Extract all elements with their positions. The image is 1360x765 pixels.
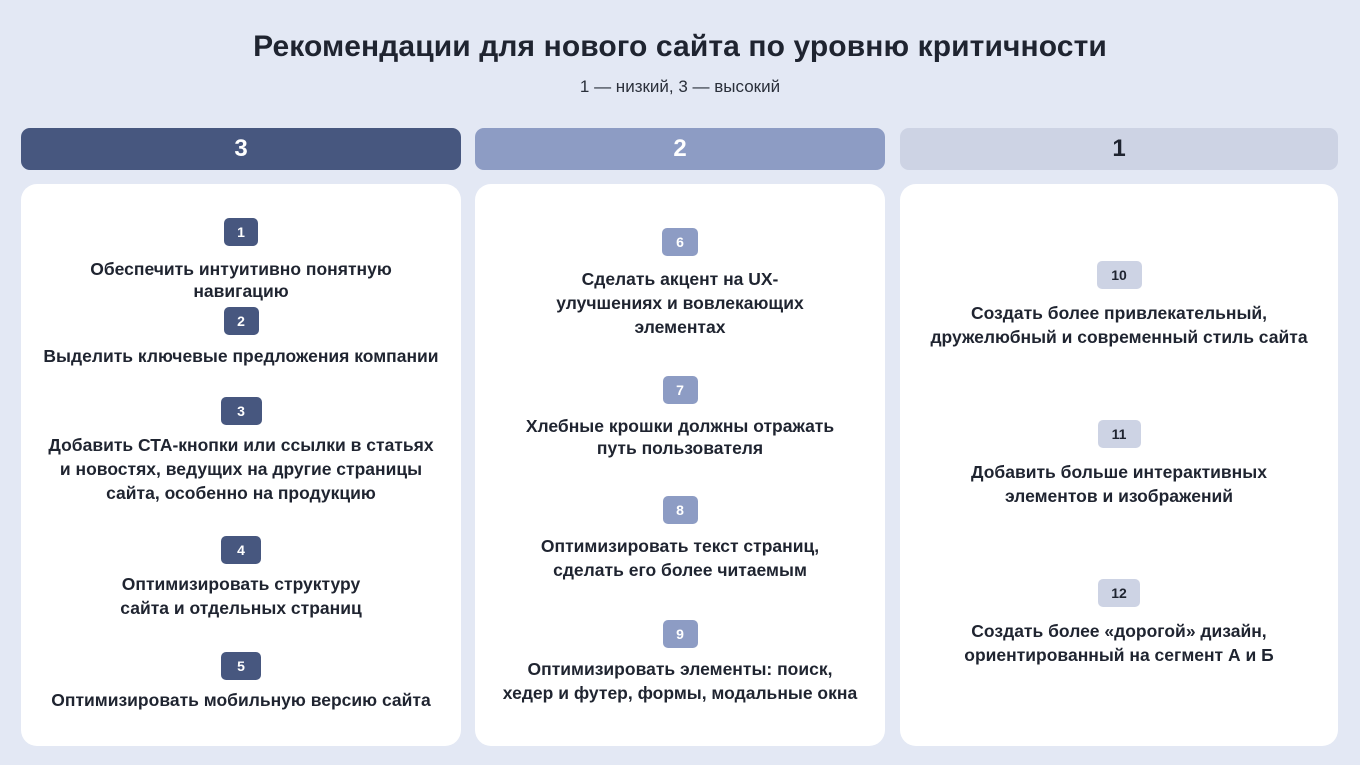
number-badge: 7 bbox=[663, 376, 698, 404]
recommendation-text: Добавить СТА-кнопки или ссылки в статьях и новостях, ведущих на другие страницы сайта, особенно на продукцию bbox=[48, 435, 434, 503]
page-subtitle: 1 — низкий, 3 — высокий bbox=[579, 77, 781, 96]
level-header-1 bbox=[900, 128, 1338, 170]
recommendation-item bbox=[475, 620, 885, 705]
level-header-label: 3 bbox=[234, 135, 248, 162]
number-badge: 10 bbox=[1097, 261, 1142, 289]
recommendation-text: Хлебные крошки должны отражать путь пользователя bbox=[525, 416, 835, 458]
recommendation-text: Обеспечить интуитивно понятную навигацию bbox=[90, 259, 392, 301]
recommendation-text: Оптимизировать мобильную версию сайта bbox=[51, 690, 431, 710]
number-badge: 12 bbox=[1098, 579, 1140, 607]
recommendation-item bbox=[475, 496, 885, 582]
level-header-2 bbox=[475, 128, 885, 170]
recommendations-card-level-1 bbox=[900, 184, 1338, 746]
page-title: Рекомендации для нового сайта по уровню критичности bbox=[253, 30, 1107, 63]
number-badge: 4 bbox=[221, 536, 261, 564]
number-badge: 9 bbox=[663, 620, 698, 648]
number-badge: 6 bbox=[662, 228, 698, 256]
recommendation-item bbox=[900, 420, 1338, 508]
recommendation-text: Создать более «дорогой» дизайн, ориентированный на сегмент А и Б bbox=[964, 621, 1274, 665]
number-badge: 2 bbox=[224, 307, 259, 335]
recommendation-item bbox=[475, 228, 885, 339]
recommendation-item bbox=[900, 579, 1338, 667]
level-header-label: 1 bbox=[1112, 135, 1126, 162]
number-badge: 1 bbox=[224, 218, 258, 246]
number-badge: 5 bbox=[221, 652, 261, 680]
recommendation-item bbox=[21, 397, 461, 505]
recommendation-item bbox=[21, 652, 461, 712]
recommendations-card-level-2 bbox=[475, 184, 885, 746]
recommendation-text: Выделить ключевые предложения компании bbox=[43, 346, 439, 366]
level-header-3 bbox=[21, 128, 461, 170]
recommendation-item bbox=[900, 261, 1338, 349]
recommendation-item bbox=[21, 536, 461, 620]
recommendation-item bbox=[21, 218, 461, 302]
number-badge: 11 bbox=[1098, 420, 1141, 448]
recommendations-card-level-3 bbox=[21, 184, 461, 746]
number-badge: 8 bbox=[663, 496, 698, 524]
recommendation-text: Добавить больше интерактивных элементов и изображений bbox=[971, 462, 1267, 506]
number-badge: 3 bbox=[221, 397, 262, 425]
recommendation-text: Оптимизировать структуру сайта и отдельных страниц bbox=[120, 574, 362, 618]
recommendation-item bbox=[475, 376, 885, 459]
recommendation-text: Оптимизировать элементы: поиск, хедер и футер, формы, модальные окна bbox=[502, 659, 858, 703]
recommendation-item bbox=[21, 307, 461, 368]
recommendation-text: Оптимизировать текст страниц, сделать его более читаемым bbox=[540, 536, 820, 580]
recommendation-text: Создать более привлекательный, дружелюбный и современный стиль сайта bbox=[930, 303, 1308, 347]
recommendation-text: Сделать акцент на UX- улучшениях и вовлекающих элементах bbox=[556, 269, 804, 337]
level-header-label: 2 bbox=[673, 135, 687, 162]
